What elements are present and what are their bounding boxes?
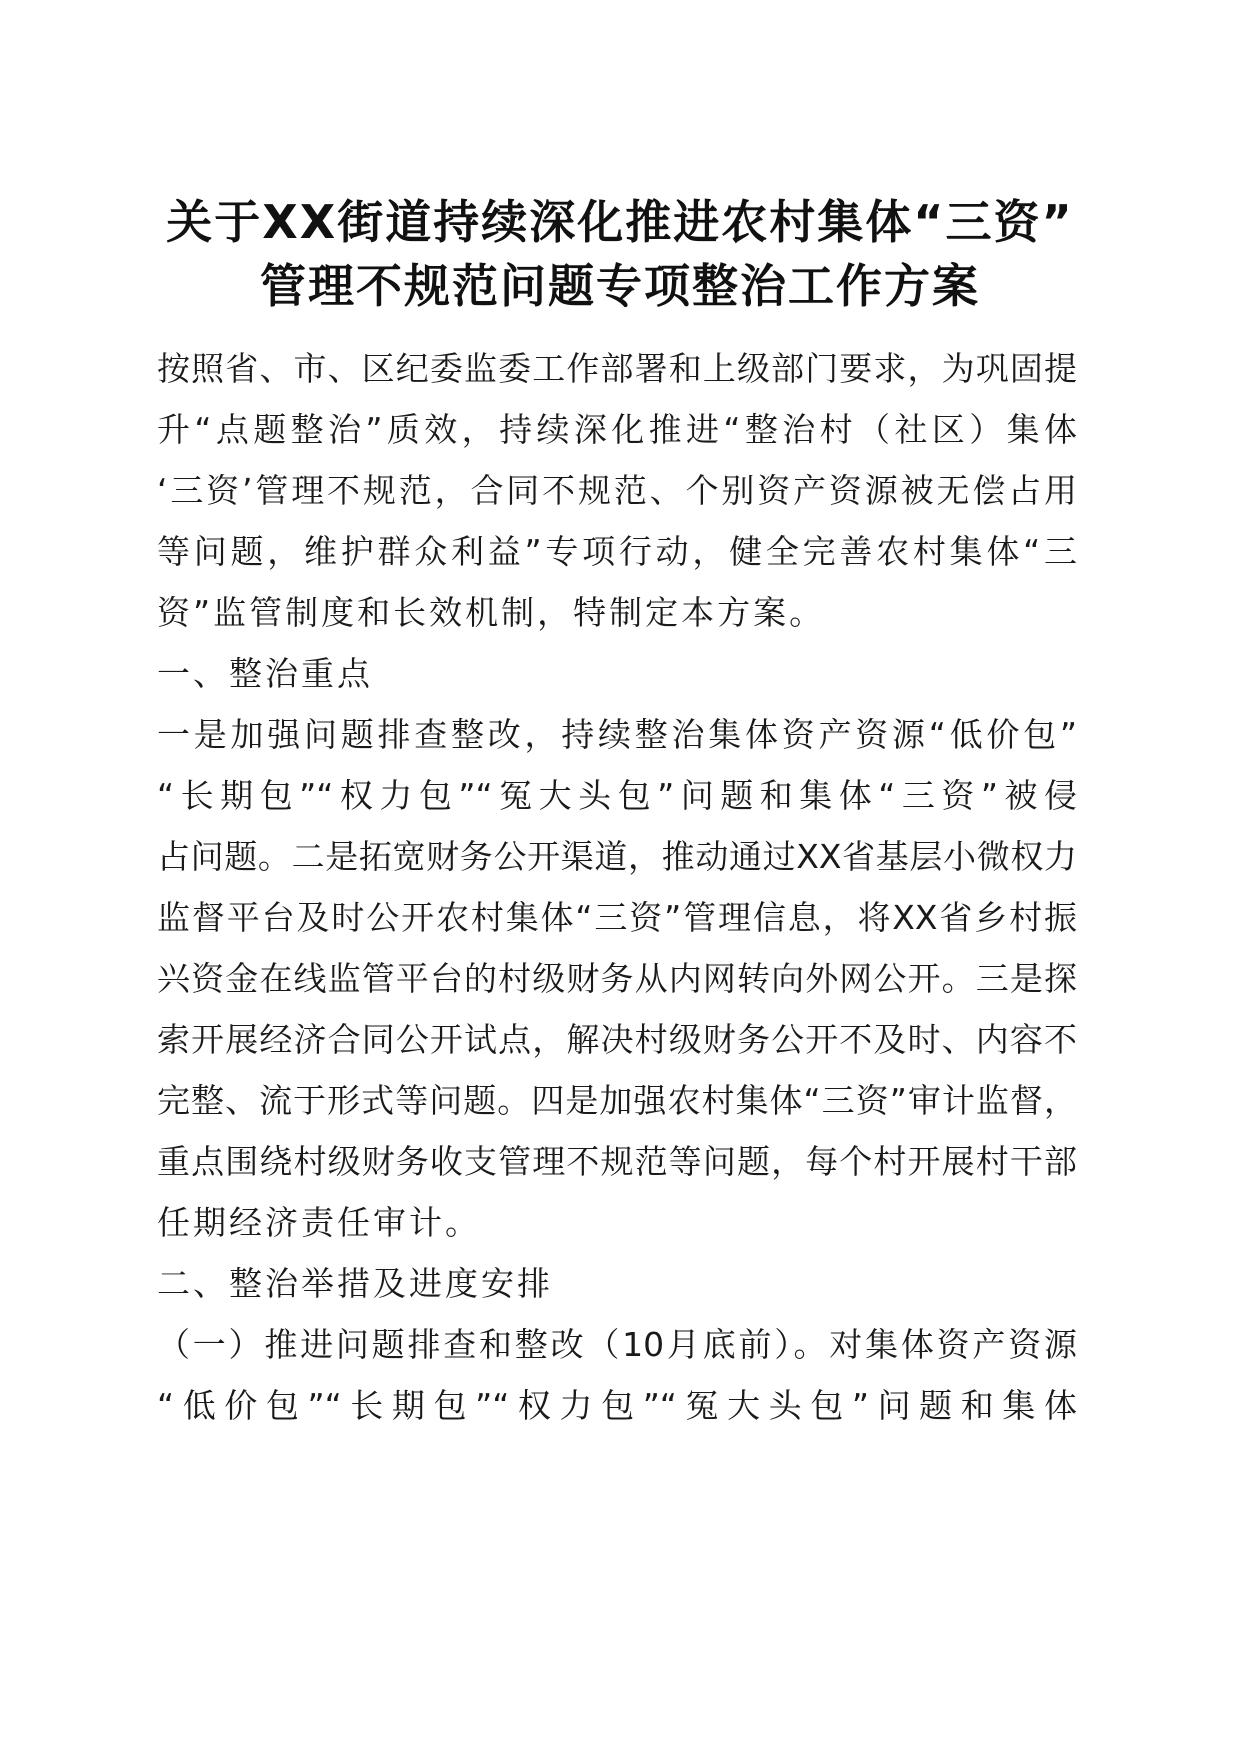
body-line-14: 重点围绕村级财务收支管理不规范等问题，每个村开展村干部 — [157, 1142, 1077, 1181]
body-line-2: 升“点题整治”质效，持续深化推进“整治村（社区）集体 — [157, 410, 1077, 449]
body-line-12: 索开展经济合同公开试点，解决村级财务公开不及时、内容不 — [157, 1020, 1077, 1059]
body-line-5: 资”监管制度和长效机制，特制定本方案。 — [157, 593, 826, 632]
body-line-18: “低价包”“长期包”“权力包”“冤大头包”问题和集体 — [157, 1386, 1077, 1425]
body-line-1: 按照省、市、区纪委监委工作部署和上级部门要求，为巩固提 — [157, 349, 1077, 388]
section-heading-2: 二、整治举措及进度安排 — [157, 1264, 553, 1303]
body-line-9: 占问题。二是拓宽财务公开渠道，推动通过XX省基层小微权力 — [157, 837, 1077, 876]
body-line-17: （一）推进问题排查和整改（10月底前）。对集体资产资源 — [157, 1325, 1077, 1364]
body-line-10: 监督平台及时公开农村集体“三资”管理信息，将XX省乡村振 — [157, 898, 1077, 937]
body-line-15: 任期经济责任审计。 — [157, 1203, 481, 1242]
document-title-line-1: 关于XX街道持续深化推进农村集体“三资” — [166, 195, 1074, 249]
body-line-4: 等问题，维护群众利益”专项行动，健全完善农村集体“三 — [157, 532, 1077, 571]
body-line-3: ‘三资’管理不规范，合同不规范、个别资产资源被无偿占用 — [157, 471, 1077, 510]
document-title-line-2: 管理不规范问题专项整治工作方案 — [260, 259, 980, 313]
body-line-13: 完整、流于形式等问题。四是加强农村集体“三资”审计监督， — [157, 1081, 1077, 1120]
body-line-11: 兴资金在线监管平台的村级财务从内网转向外网公开。三是探 — [157, 959, 1077, 998]
body-line-7: 一是加强问题排查整改，持续整治集体资产资源“低价包” — [157, 715, 1077, 754]
body-line-8: “长期包”“权力包”“冤大头包”问题和集体“三资”被侵 — [157, 776, 1077, 815]
section-heading-1: 一、整治重点 — [157, 654, 373, 693]
